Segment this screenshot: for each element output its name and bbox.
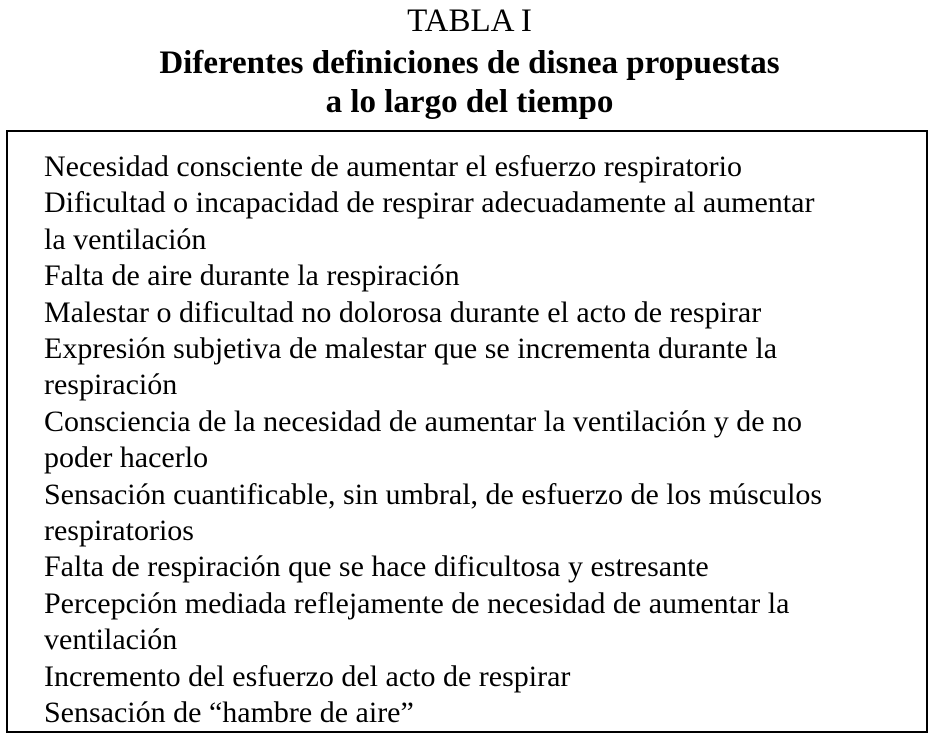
- definition-item: [44, 295, 924, 331]
- table-title: [0, 44, 939, 122]
- definition-item: [44, 586, 924, 659]
- definition-text: Incremento del esfuerzo del acto de respirar: [44, 659, 571, 693]
- definition-text: Consciencia de la necesidad de aumentar la ventilación y de no: [44, 404, 803, 438]
- definition-item: [44, 258, 924, 294]
- definition-continuation: la ventilación: [44, 222, 207, 256]
- definition-continuation: poder hacerlo: [44, 441, 209, 475]
- definition-text: Expresión subjetiva de malestar que se incrementa durante la: [44, 332, 778, 366]
- table-label: TABLA I: [407, 3, 532, 39]
- definition-item: [44, 549, 924, 585]
- definition-text: Falta de respiración que se hace dificultosa y estresante: [44, 550, 709, 584]
- definition-text: Sensación de “hambre de aire”: [44, 696, 414, 730]
- definition-item: [44, 185, 924, 258]
- definition-item: [44, 659, 924, 695]
- definitions-table-box: [6, 130, 928, 733]
- definition-continuation: respiratorios: [44, 514, 194, 548]
- definition-text: Dificultad o incapacidad de respirar adecuadamente al aumentar: [44, 186, 815, 220]
- definition-text: Necesidad consciente de aumentar el esfuerzo respiratorio: [44, 150, 742, 183]
- definition-text: Malestar o dificultad no dolorosa durante el acto de respirar: [44, 295, 762, 329]
- definition-item: [44, 149, 924, 185]
- definitions-list: [44, 149, 924, 732]
- definition-text: Sensación cuantificable, sin umbral, de esfuerzo de los músculos: [44, 477, 823, 511]
- definition-item: [44, 695, 924, 731]
- definition-item: [44, 404, 924, 477]
- table-title-line: a lo largo del tiempo: [325, 84, 614, 120]
- definition-item: [44, 477, 924, 550]
- definition-continuation: respiración: [44, 368, 178, 402]
- definition-text: Percepción mediada reflejamente de necesidad de aumentar la: [44, 586, 790, 620]
- definition-item: [44, 331, 924, 404]
- definition-continuation: ventilación: [44, 623, 178, 657]
- definition-text: Falta de aire durante la respiración: [44, 259, 460, 293]
- table-title-line: Diferentes definiciones de disnea propuestas: [159, 45, 780, 81]
